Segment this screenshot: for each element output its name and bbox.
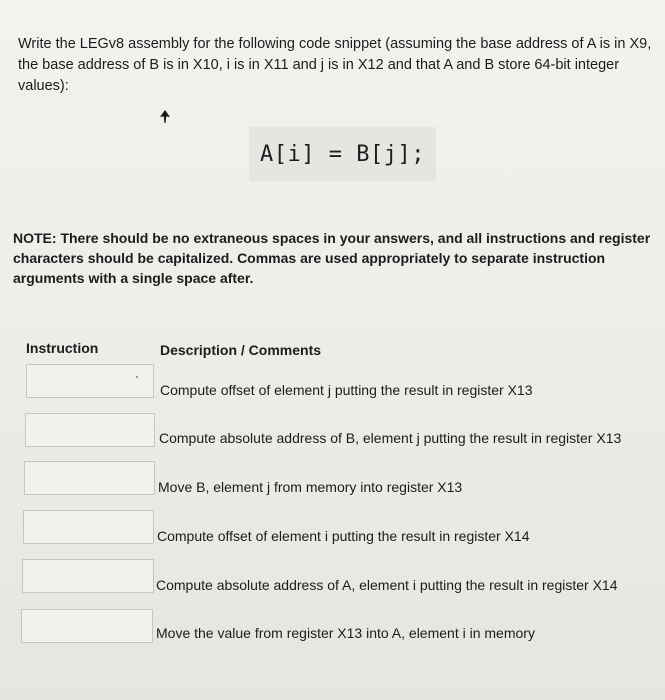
instruction-input-5[interactable] bbox=[22, 559, 154, 593]
instruction-input-4[interactable] bbox=[23, 510, 154, 544]
instruction-input-1[interactable] bbox=[26, 364, 154, 398]
note-line-2: characters should be capitalized. Commas are used appropriately to separate instruction bbox=[13, 250, 606, 266]
note-line-3: arguments with a single space after. bbox=[13, 270, 254, 286]
instruction-column-header: Instruction bbox=[26, 340, 99, 356]
code-snippet-box bbox=[249, 127, 436, 181]
description-6: Move the value from register X13 into A, element i in memory bbox=[156, 625, 535, 641]
description-4: Compute offset of element i putting the result in register X14 bbox=[157, 528, 530, 544]
question-prompt bbox=[18, 34, 658, 97]
mouse-pointer-icon bbox=[160, 110, 170, 124]
code-snippet: A[i] = B[j]; bbox=[260, 141, 425, 167]
note-text bbox=[13, 228, 658, 288]
prompt-line-1: Write the LEGv8 assembly for the following code snippet (assuming the base address of A is in X9, bbox=[18, 36, 652, 52]
instruction-input-6[interactable] bbox=[21, 609, 153, 643]
prompt-line-2: the base address of B is in X10, i is in X11 and j is in X12 and that A and B store 64-bit integer bbox=[18, 57, 620, 73]
description-column-header: Description / Comments bbox=[160, 342, 322, 358]
description-1: Compute offset of element j putting the result in register X13 bbox=[160, 382, 533, 398]
description-5: Compute absolute address of A, element i putting the result in register X14 bbox=[156, 577, 618, 593]
instruction-input-3[interactable] bbox=[24, 461, 155, 495]
instruction-input-2[interactable] bbox=[25, 413, 155, 447]
note-line-1: NOTE: There should be no extraneous spaces in your answers, and all instructions and register bbox=[13, 230, 651, 246]
description-3: Move B, element j from memory into register X13 bbox=[158, 479, 463, 495]
description-2: Compute absolute address of B, element j putting the result in register X13 bbox=[159, 430, 622, 446]
prompt-line-3: values): bbox=[18, 78, 69, 94]
text-caret-mark bbox=[136, 376, 138, 378]
